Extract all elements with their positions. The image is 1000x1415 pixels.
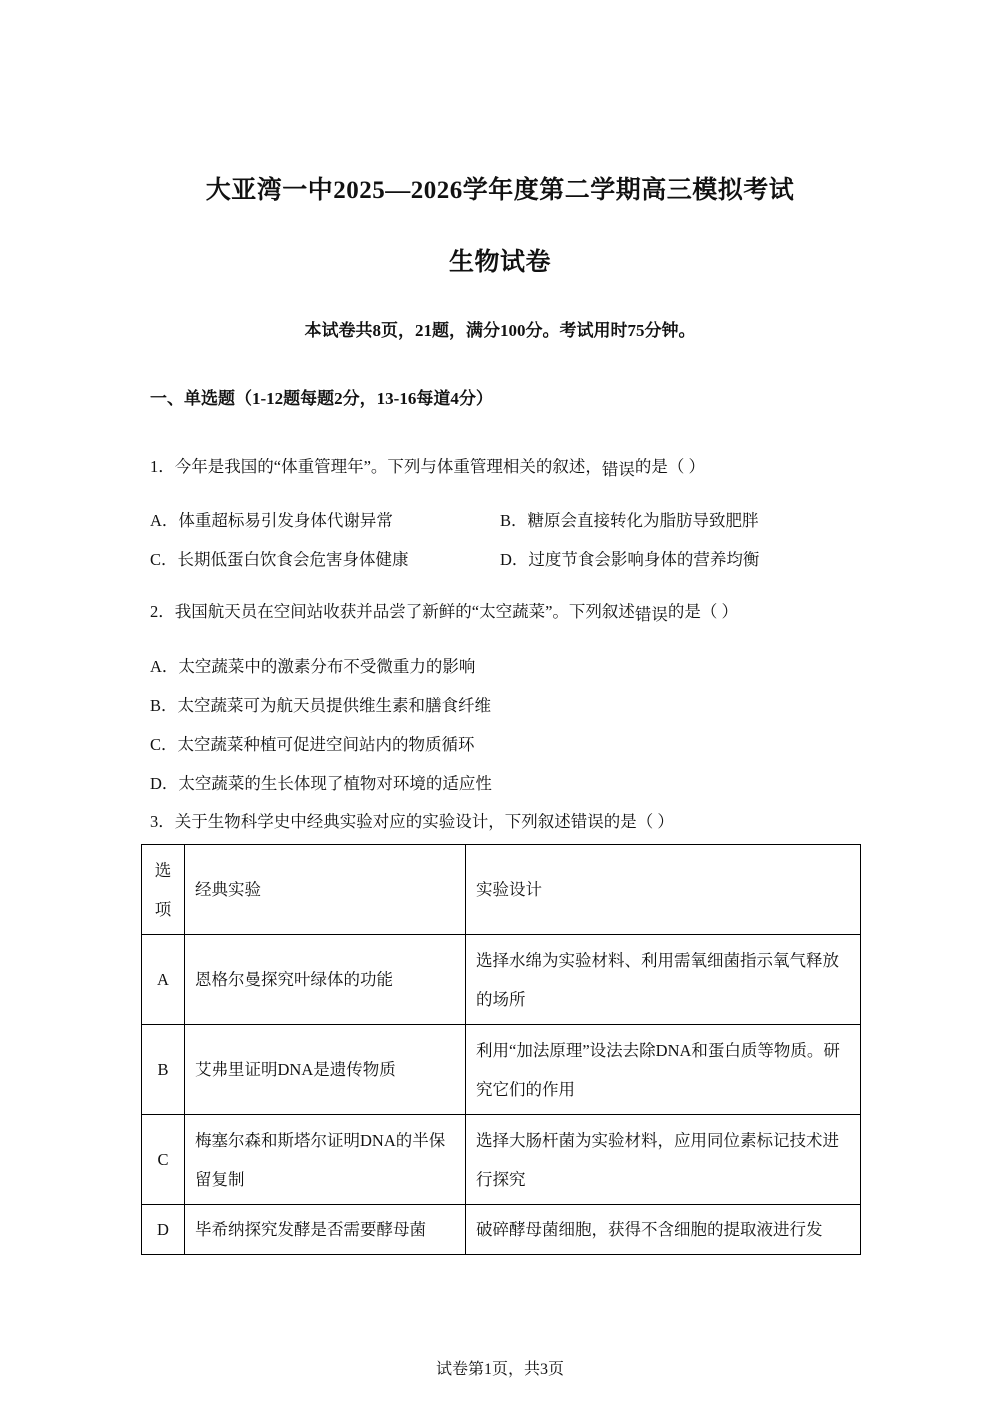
row-experiment: 毕希纳探究发酵是否需要酵母菌 xyxy=(185,1205,466,1255)
table-header-row xyxy=(142,845,861,935)
row-experiment: 恩格尔曼探究叶绿体的功能 xyxy=(185,935,466,1025)
question-2-option-a: A．太空蔬菜中的激素分布不受微重力的影响 xyxy=(150,657,476,676)
question-1-stem: 1．今年是我国的“体重管理年”。下列与体重管理相关的叙述，错误的是（ ） xyxy=(150,457,706,479)
question-1-option-a: A．体重超标易引发身体代谢异常 xyxy=(150,511,393,530)
page-footer: 试卷第1页，共3页 xyxy=(435,1361,564,1378)
row-design: 选择大肠杆菌为实验材料，应用同位素标记技术进行探究 xyxy=(466,1115,861,1205)
exam-title: 大亚湾一中2025—2026学年度第二学期高三模拟考试 xyxy=(205,177,795,204)
header-experiment: 经典实验 xyxy=(185,845,466,935)
row-option: A xyxy=(142,935,185,1025)
row-design: 选择水绵为实验材料、利用需氧细菌指示氧气释放的场所 xyxy=(466,935,861,1025)
experiment-table xyxy=(141,844,861,1255)
question-1-option-b: B．糖原会直接转化为脂肪导致肥胖 xyxy=(500,511,759,530)
exam-note: 本试卷共8页，21题，满分100分。考试用时75分钟。 xyxy=(304,321,696,340)
row-design: 破碎酵母菌细胞，获得不含细胞的提取液进行发 xyxy=(466,1205,861,1255)
table-row xyxy=(142,1115,861,1205)
exam-subtitle: 生物试卷 xyxy=(448,249,551,276)
row-experiment: 艾弗里证明DNA是遗传物质 xyxy=(185,1025,466,1115)
row-option: D xyxy=(142,1205,185,1255)
question-2-option-c: C．太空蔬菜种植可促进空间站内的物质循环 xyxy=(150,735,475,754)
table-row xyxy=(142,1025,861,1115)
table-row xyxy=(142,1205,861,1255)
question-1-option-d: D．过度节食会影响身体的营养均衡 xyxy=(500,550,760,569)
table-row xyxy=(142,935,861,1025)
row-design: 利用“加法原理”设法去除DNA和蛋白质等物质。研究它们的作用 xyxy=(466,1025,861,1115)
row-option: C xyxy=(142,1115,185,1205)
row-option: B xyxy=(142,1025,185,1115)
question-2-stem: 2．我国航天员在空间站收获并品尝了新鲜的“太空蔬菜”。下列叙述错误的是（ ） xyxy=(150,602,739,624)
header-option: 选 项 xyxy=(142,845,185,935)
question-2-option-d: D．太空蔬菜的生长体现了植物对环境的适应性 xyxy=(150,774,492,793)
row-experiment: 梅塞尔森和斯塔尔证明DNA的半保留复制 xyxy=(185,1115,466,1205)
header-design: 实验设计 xyxy=(466,845,861,935)
question-2-option-b: B．太空蔬菜可为航天员提供维生素和膳食纤维 xyxy=(150,696,492,715)
question-3-stem: 3．关于生物科学史中经典实验对应的实验设计，下列叙述错误的是（ ） xyxy=(150,812,674,831)
section-heading: 一、单选题（1-12题每题2分，13-16每道4分） xyxy=(150,389,493,408)
question-1-option-c: C．长期低蛋白饮食会危害身体健康 xyxy=(150,550,409,569)
